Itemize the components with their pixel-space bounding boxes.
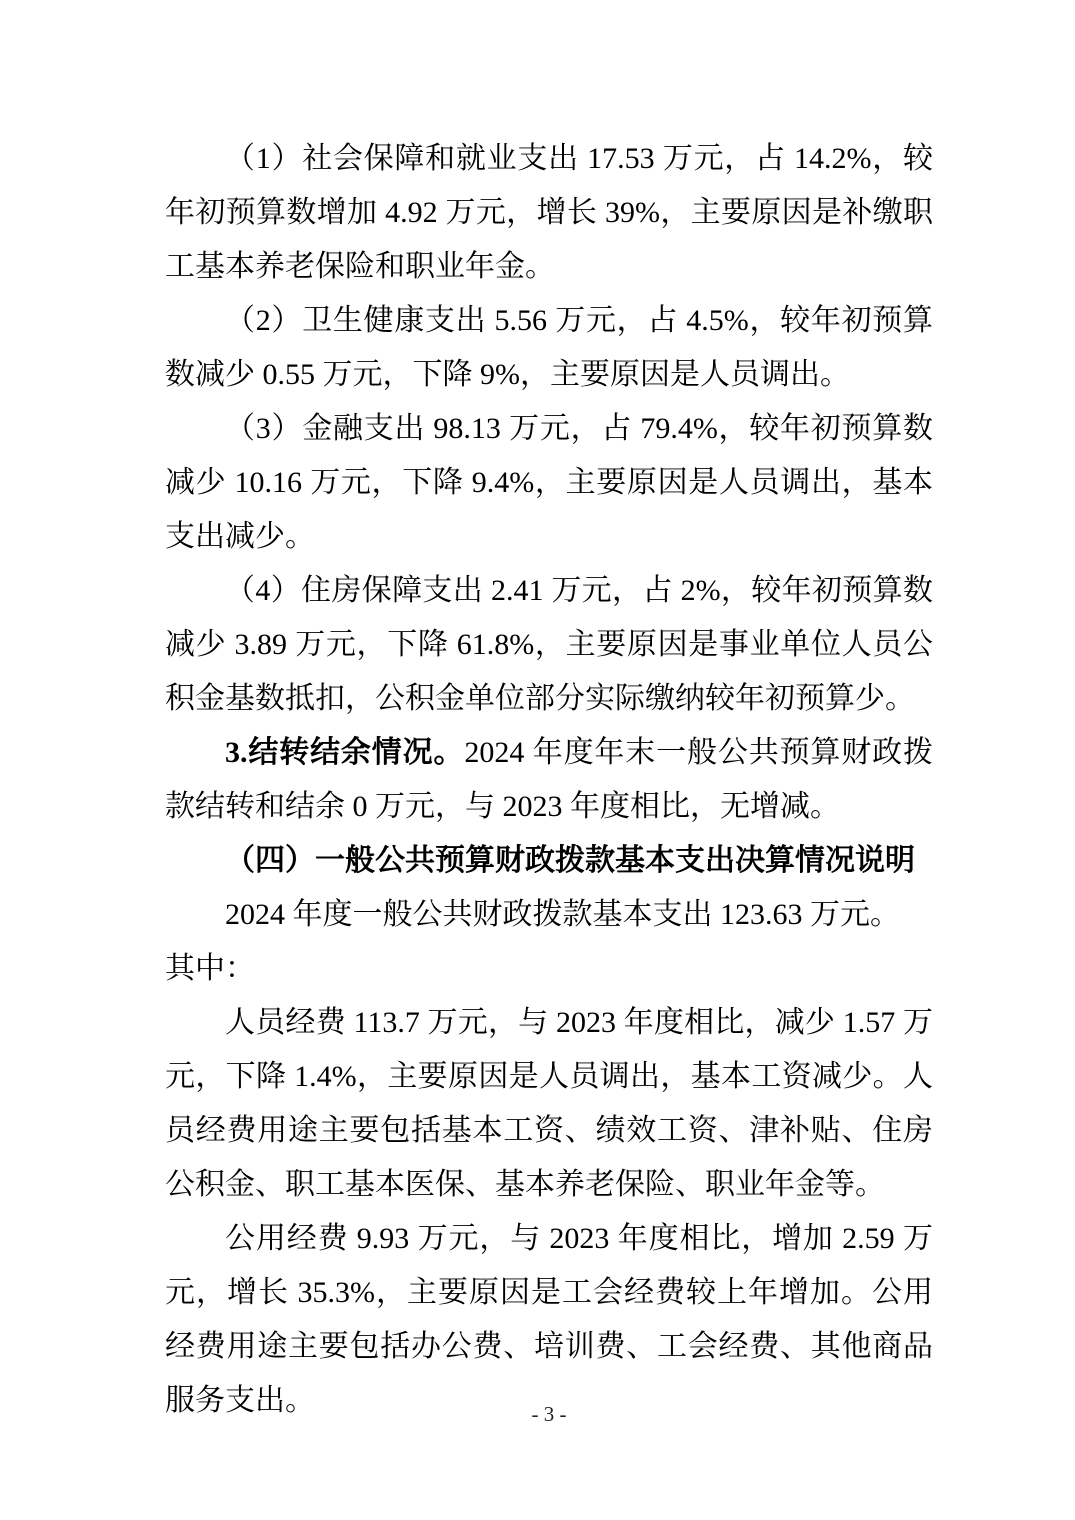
para-social-security-expenditure: （1）社会保障和就业支出 17.53 万元，占 14.2%，较年初预算数增加 4.92 万元，增长 39%，主要原因是补缴职工基本养老保险和职业年金。 [165, 142, 933, 283]
para-personnel-funds: 人员经费 113.7 万元，与 2023 年度相比，减少 1.57 万元，下降 1.4%，主要原因是人员调出，基本工资减少。人员经费用途主要包括基本工资、绩效工资、津补贴、住房公积金、职工基本医保、基本养老保险、职业年金等。 [165, 1006, 933, 1201]
para-carryover-balance-lead: 3.结转结余情况。 [225, 736, 465, 769]
document-body [165, 132, 933, 1428]
para-health-expenditure: （2）卫生健康支出 5.56 万元，占 4.5%，较年初预算数减少 0.55 万元，下降 9%，主要原因是人员调出。 [165, 304, 933, 391]
para-carryover-balance-body: 2024 年度年末一般公共预算财政拨款结转和结余 0 万元，与 2023 年度相比，无增减。 [165, 736, 934, 823]
para-housing-expenditure: （4）住房保障支出 2.41 万元，占 2%，较年初预算数减少 3.89 万元，下降 61.8%，主要原因是事业单位人员公积金基数抵扣，公积金单位部分实际缴纳较年初预算少。 [165, 574, 933, 715]
para-finance-expenditure: （3）金融支出 98.13 万元，占 79.4%，较年初预算数减少 10.16 万元，下降 9.4%，主要原因是人员调出，基本支出减少。 [165, 412, 933, 553]
para-carryover-balance [165, 726, 933, 834]
heading-section-four-basic-expenditure: （四）一般公共预算财政拨款基本支出决算情况说明 [225, 844, 915, 877]
para-among-which: 其中： [165, 952, 255, 985]
page-footer [165, 1400, 933, 1428]
para-basic-expenditure-total: 2024 年度一般公共财政拨款基本支出 123.63 万元。 [225, 898, 900, 931]
para-public-funds: 公用经费 9.93 万元，与 2023 年度相比，增加 2.59 万元，增长 35.3%，主要原因是工会经费较上年增加。公用经费用途主要包括办公费、培训费、工会经费、其他商品服务支出。 [165, 1222, 933, 1417]
page-number: - 3 - [531, 1402, 567, 1426]
